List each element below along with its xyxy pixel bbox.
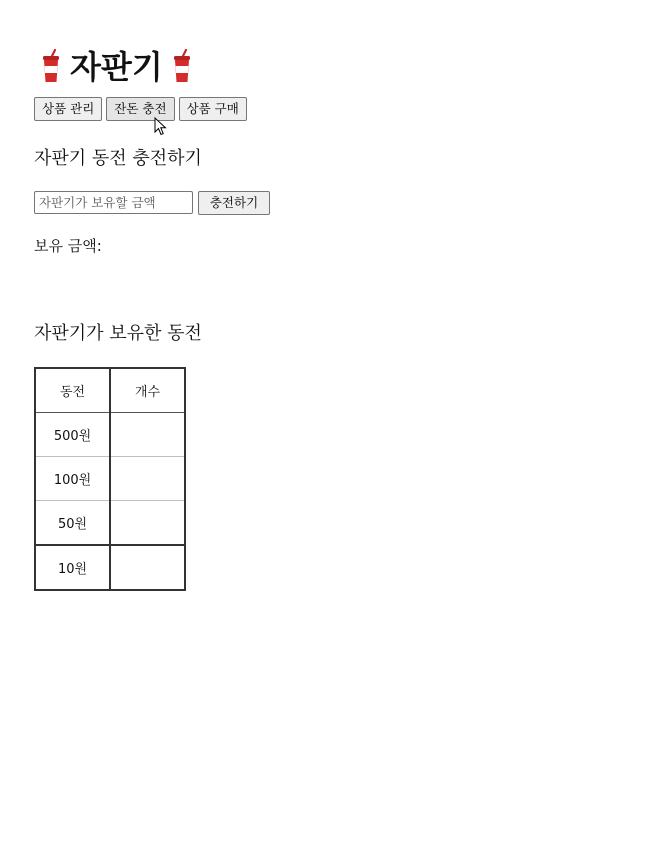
- mouse-cursor-icon: [154, 117, 168, 137]
- change-charge-menu-button[interactable]: 잔돈 충전: [106, 97, 174, 121]
- charge-button[interactable]: 충전하기: [198, 191, 270, 215]
- charge-form: [34, 191, 270, 215]
- product-purchase-menu-button[interactable]: 상품 구매: [179, 97, 247, 121]
- coins-section-title: 자판기가 보유한 동전: [34, 323, 202, 344]
- coin-cell: 500원: [35, 413, 110, 457]
- count-cell: [110, 501, 185, 546]
- count-column-header: 개수: [110, 368, 185, 413]
- charge-amount-input[interactable]: [34, 191, 193, 214]
- cup-with-straw-icon: [36, 49, 66, 85]
- holding-amount: [34, 235, 108, 256]
- table-row: [35, 501, 185, 546]
- coin-cell: 10원: [35, 545, 110, 590]
- product-manage-menu-button[interactable]: 상품 관리: [34, 97, 102, 121]
- count-cell: [110, 413, 185, 457]
- page-title: [36, 45, 197, 89]
- table-header-row: [35, 368, 185, 413]
- cup-with-straw-icon: [167, 49, 197, 85]
- count-cell: [110, 545, 185, 590]
- count-cell: [110, 457, 185, 501]
- holding-amount-label: 보유 금액:: [34, 237, 102, 255]
- table-row: [35, 457, 185, 501]
- charge-section-title: 자판기 동전 충전하기: [34, 148, 202, 169]
- table-row: [35, 413, 185, 457]
- main-menu: [34, 97, 247, 121]
- coin-cell: 50원: [35, 501, 110, 546]
- coin-table: [34, 367, 186, 591]
- coin-cell: 100원: [35, 457, 110, 501]
- coin-column-header: 동전: [35, 368, 110, 413]
- table-row: [35, 545, 185, 590]
- app-title: 자판기: [70, 48, 163, 87]
